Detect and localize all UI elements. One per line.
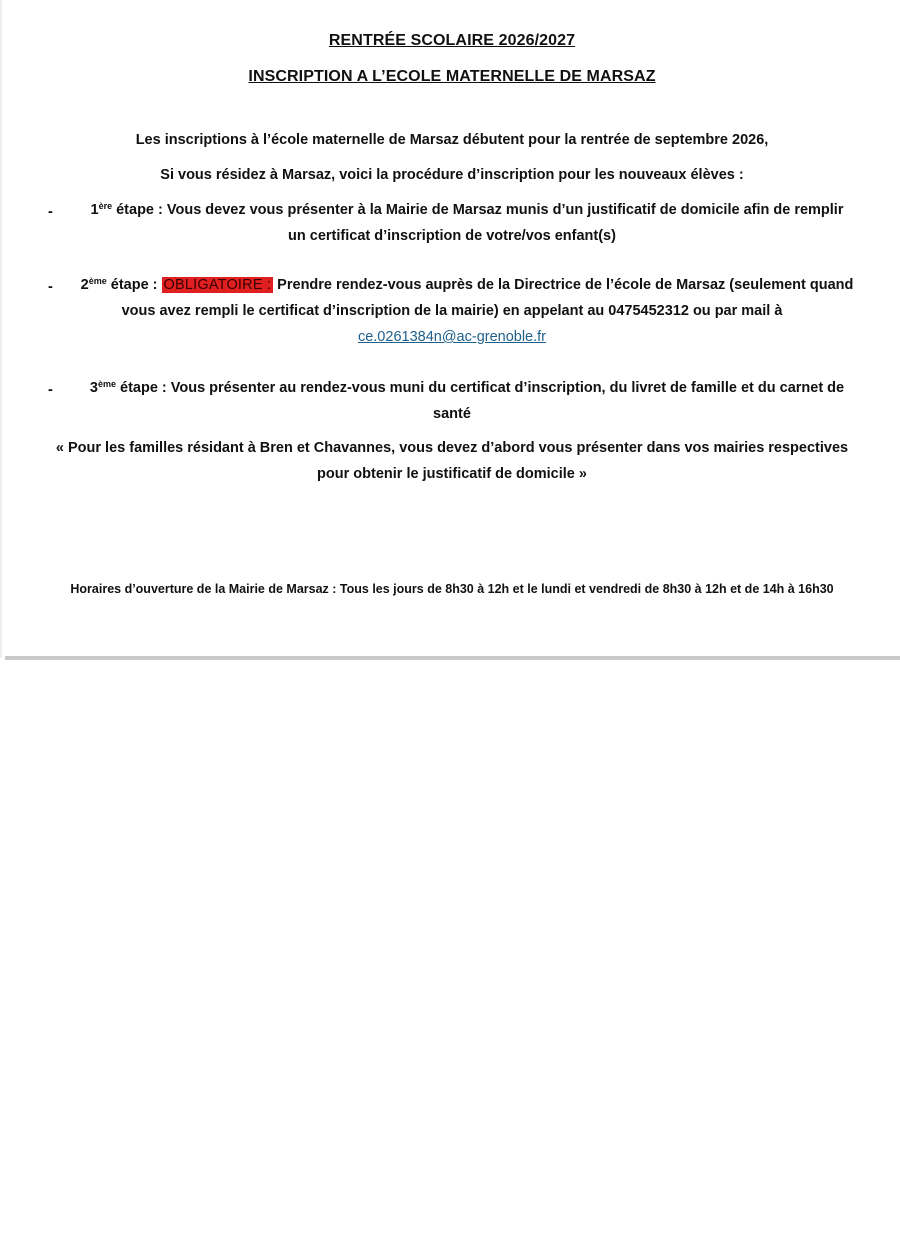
step3-bullet: - — [48, 382, 53, 398]
note-line-2: pour obtenir le justificatif de domicile » — [317, 466, 587, 482]
blank-area — [0, 660, 900, 1255]
intro-line-1: Les inscriptions à l’école maternelle de Marsaz débutent pour la rentrée de septembre 2026, — [135, 132, 769, 148]
intro-line-2: Si vous résidez à Marsaz, voici la procédure d’inscription pour les nouveaux élèves : — [160, 167, 744, 183]
step1-line-2: un certificat d’inscription de votre/vos enfant(s) — [288, 228, 616, 244]
step3-line-2: santé — [433, 406, 471, 422]
email-link[interactable]: ce.0261384n@ac-grenoble.fr — [357, 329, 547, 345]
step1-bullet: - — [48, 204, 53, 220]
step2-email-line — [2, 329, 900, 345]
step3-label — [90, 380, 171, 396]
document-title-year: RENTRÉE SCOLAIRE 2026/2027 — [328, 32, 576, 49]
step2-bullet: - — [48, 279, 53, 295]
step3-number: 3 — [89, 380, 98, 396]
step3-suffix: ème — [97, 379, 116, 389]
step2-suffix: ème — [88, 276, 107, 286]
step2-label — [81, 277, 162, 293]
step2-line-1 — [32, 277, 900, 293]
step1-label — [91, 202, 167, 218]
opening-hours: Horaires d’ouverture de la Mairie de Marsaz : Tous les jours de 8h30 à 12h et le lundi et vendredi de 8h30 à 12h et de 14h à 16h30 — [70, 582, 834, 596]
step1-line-1 — [32, 202, 900, 218]
obligatoire-badge: OBLIGATOIRE : — [163, 277, 272, 293]
note-line-1: « Pour les familles résidant à Bren et Chavannes, vous devez d’abord vous présenter dans vos mairies respectives — [55, 440, 849, 456]
step2-number: 2 — [80, 277, 89, 293]
step2-label-rest: étape : — [106, 277, 162, 293]
step2-line-2: vous avez rempli le certificat d’inscription de la mairie) en appelant au 0475452312 ou par mail à — [121, 303, 783, 319]
document-title-inscription: INSCRIPTION A L’ECOLE MATERNELLE DE MARSAZ — [248, 68, 656, 85]
step3-label-rest: étape : — [115, 380, 171, 396]
step1-label-rest: étape : — [112, 202, 167, 218]
step3-line-1 — [32, 380, 900, 396]
step1-suffix: ère — [98, 201, 113, 211]
step1-number: 1 — [90, 202, 99, 218]
step1-text-1: Vous devez vous présenter à la Mairie de Marsaz munis d’un justificatif de domicile afin de remplir — [166, 202, 844, 218]
step3-text-1: Vous présenter au rendez-vous muni du certificat d’inscription, du livret de famille et du carnet de — [170, 380, 845, 396]
step2-text-1: Prendre rendez-vous auprès de la Directrice de l’école de Marsaz (seulement quand — [273, 277, 854, 293]
